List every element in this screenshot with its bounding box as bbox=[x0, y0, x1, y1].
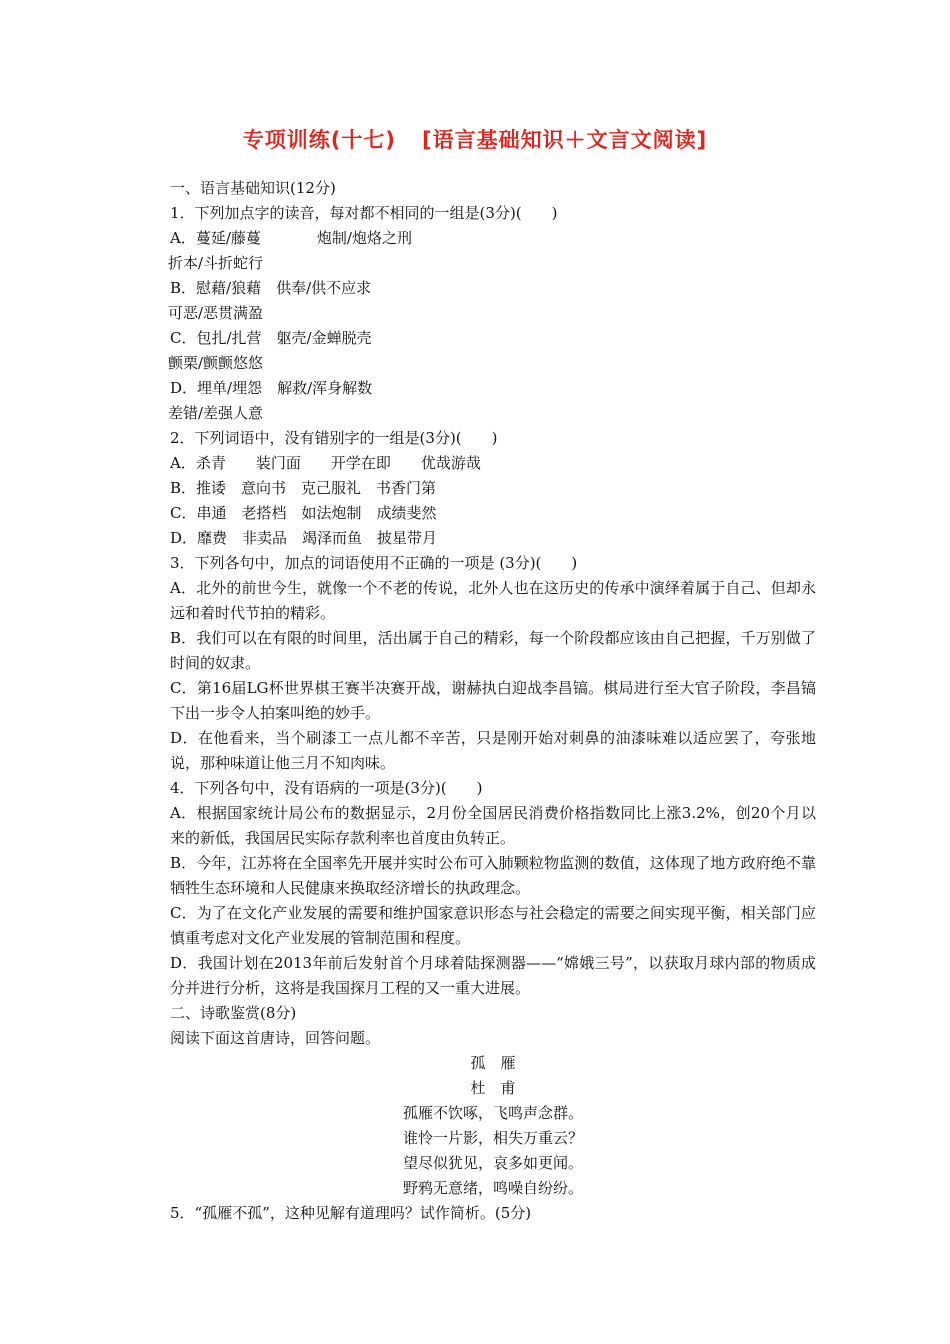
poem-title: 孤 雁 bbox=[470, 1054, 516, 1072]
q4-stem: 4．下列各句中，没有语病的一项是(3分)( ) bbox=[170, 779, 483, 797]
q1-a-part2: 炮制/炮烙之刑 bbox=[316, 229, 412, 247]
q1-option-d-line2: 差错/差强人意 bbox=[168, 404, 264, 422]
poem-line: 孤雁不饮啄，飞鸣声念群。 bbox=[402, 1104, 583, 1122]
q3-option-a: A．北外的前世今生，就像一个不老的传说，北外人也在这历史的传承中演绎着属于自己、但却永远和着时代节拍的精彩。 bbox=[170, 579, 816, 622]
q3-stem: 3．下列各句中，加点的词语使用不正确的一项是 (3分)( ) bbox=[170, 554, 578, 572]
q1-option-c-line2: 颤栗/颤颤悠悠 bbox=[168, 354, 264, 372]
q1-option-b-line2: 可恶/恶贯满盈 bbox=[168, 304, 264, 322]
section2-heading: 二、诗歌鉴赏(8分) bbox=[170, 1004, 297, 1022]
q1-option-d-line1: D．埋单/埋怨 解救/浑身解数 bbox=[170, 379, 373, 397]
q1-a-part1: A．蔓延/藤蔓 bbox=[170, 229, 261, 247]
q3-option-c: C．第16届LG杯世界棋王赛半决赛开战，谢赫执白迎战李昌镐。棋局进行至大官子阶段，李昌镐下出一步令人拍案叫绝的妙手。 bbox=[170, 679, 816, 722]
q2-option-a: A．杀青 装门面 开学在即 优哉游哉 bbox=[170, 454, 481, 472]
q2-option-b: B．推诿 意向书 克己服礼 书香门第 bbox=[170, 479, 437, 497]
section1-heading: 一、语言基础知识(12分) bbox=[170, 179, 336, 197]
q3-option-d: D．在他看来，当个刷漆工一点儿都不辛苦，只是刚开始对刺鼻的油漆味难以适应罢了，夸张地说，那种味道让他三月不知肉味。 bbox=[170, 729, 816, 772]
title-subject: [语言基础知识＋文言文阅读] bbox=[422, 128, 708, 152]
q1-option-c-line1: C．包扎/扎营 躯壳/金蝉脱壳 bbox=[170, 329, 372, 347]
q2-option-c: C．串通 老搭档 如法炮制 成绩斐然 bbox=[170, 504, 437, 522]
poem-line: 谁怜一片影，相失万重云？ bbox=[402, 1129, 583, 1147]
section2-intro: 阅读下面这首唐诗，回答问题。 bbox=[170, 1029, 381, 1047]
q2-stem: 2．下列词语中，没有错别字的一组是(3分)( ) bbox=[170, 429, 498, 447]
q5-stem: 5．“孤雁不孤”，这种见解有道理吗？试作简析。(5分) bbox=[170, 1204, 532, 1222]
q4-option-a: A．根据国家统计局公布的数据显示，2月份全国居民消费价格指数同比上涨3.2%，创20个月以来的新低，我国居民实际存款利率也首度由负转正。 bbox=[170, 804, 816, 847]
document-body bbox=[170, 176, 816, 1226]
page-title bbox=[0, 124, 950, 154]
q1-stem: 1．下列加点字的读音，每对都不相同的一组是(3分)( ) bbox=[170, 204, 558, 222]
q4-option-b: B．今年，江苏将在全国率先开展并实时公布可入肺颗粒物监测的数值，这体现了地方政府绝不靠牺牲生态环境和人民健康来换取经济增长的执政理念。 bbox=[170, 854, 816, 897]
q1-option-b-line1: B．慰藉/狼藉 供奉/供不应求 bbox=[170, 279, 372, 297]
q4-option-c: C．为了在文化产业发展的需要和维护国家意识形态与社会稳定的需要之间实现平衡，相关部门应慎重考虑对文化产业发展的管制范围和程度。 bbox=[170, 904, 816, 947]
q1-option-a-line2: 折本/斗折蛇行 bbox=[168, 254, 264, 272]
poem-line: 野鸦无意绪，鸣噪自纷纷。 bbox=[402, 1179, 583, 1197]
title-main: 专项训练(十七) bbox=[242, 128, 396, 152]
q1-option-a-line1 bbox=[170, 226, 816, 251]
q2-option-d: D．靡费 非卖品 竭泽而鱼 披星带月 bbox=[170, 529, 438, 547]
poem-author: 杜 甫 bbox=[470, 1079, 516, 1097]
poem-line: 望尽似犹见，哀多如更闻。 bbox=[402, 1154, 583, 1172]
q3-option-b: B．我们可以在有限的时间里，活出属于自己的精彩，每一个阶段都应该由自己把握，千万别做了时间的奴隶。 bbox=[170, 629, 816, 672]
q4-option-d: D．我国计划在2013年前后发射首个月球着陆探测器——“嫦娥三号”，以获取月球内部的物质成分并进行分析，这将是我国探月工程的又一重大进展。 bbox=[170, 954, 816, 997]
